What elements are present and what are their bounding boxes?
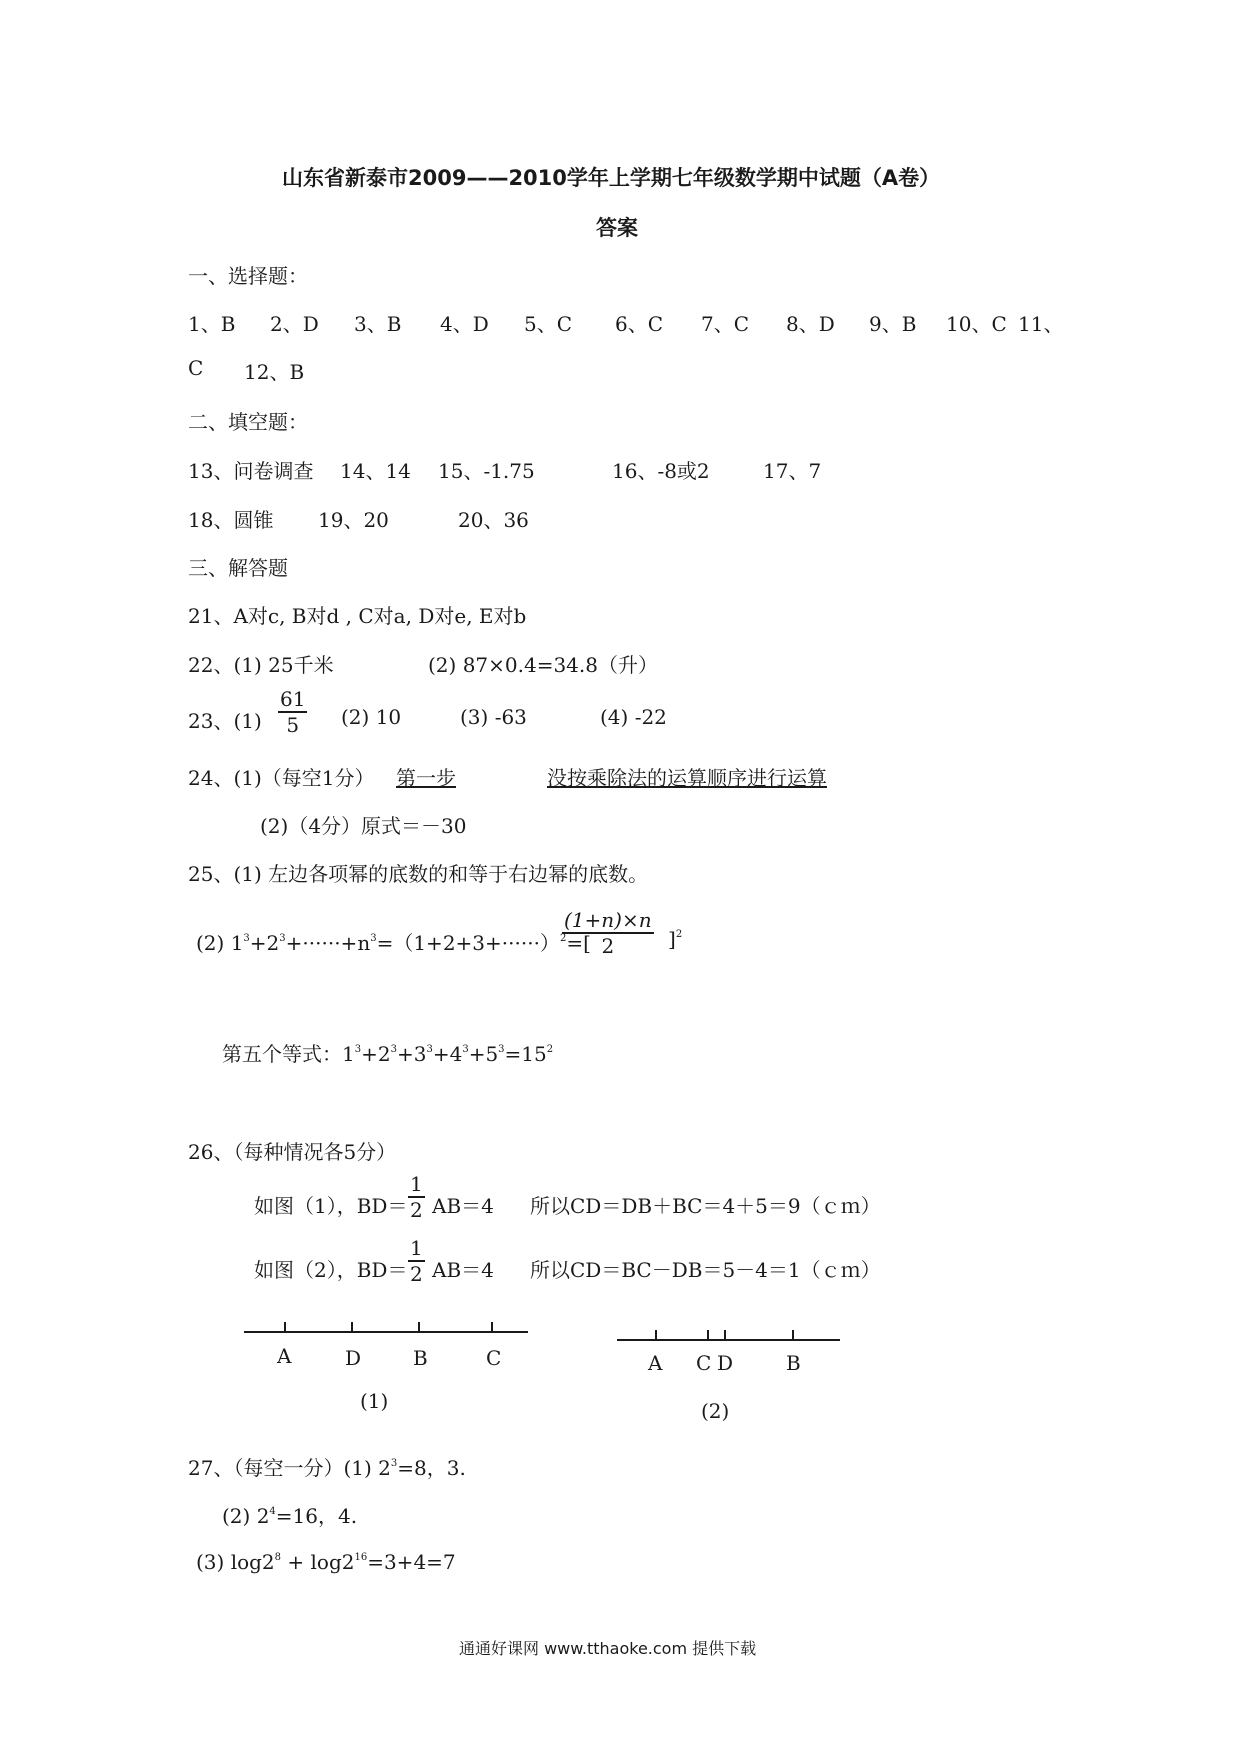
q26-case1-fraction: $\frac{1}{2}$ bbox=[410, 1172, 423, 1222]
choice-answer: 2、D bbox=[270, 312, 319, 336]
q26-case2-fraction: $\frac{1}{2}$ bbox=[410, 1236, 423, 1286]
figure-1-point-label: D bbox=[345, 1346, 362, 1370]
q25-part2-formula: (2) $1^3+2^3+\cdot\cdot\cdot\cdot\cdot\cdot+n^3=(1+2+3+\cdot\cdot\cdot\cdot\cdot\cdot)^2=$[ bbox=[196, 931, 591, 955]
q24-prefix: 24、(1)（每空1分） bbox=[188, 766, 375, 790]
q26-heading: 26、（每种情况各5分） bbox=[188, 1140, 397, 1164]
choice-answer: 5、C bbox=[524, 312, 573, 336]
fill-answer: 16、-8或2 bbox=[612, 459, 710, 483]
q25-fifth-equation: 第五个等式：$1^3+2^3+3^3+4^3+5^3=15^2$ bbox=[222, 1042, 554, 1066]
q21-answer: 21、A对c, B对d , C对a, D对e, E对b bbox=[188, 604, 527, 628]
q23-fraction-numerator: 61 bbox=[280, 687, 306, 711]
q23-prefix: 23、(1) bbox=[188, 709, 262, 733]
q26-case1-result: 所以CD＝DB＋BC＝4＋5＝9（ｃｍ） bbox=[530, 1194, 881, 1218]
fill-answer: 13、问卷调查 bbox=[188, 459, 314, 483]
fill-answer: 17、7 bbox=[763, 459, 822, 483]
figure-1-point-label: C bbox=[486, 1346, 502, 1370]
page-title: 山东省新泰市2009——2010学年上学期七年级数学期中试题（A卷） bbox=[282, 166, 941, 190]
figure-1-point-label: B bbox=[413, 1346, 428, 1370]
fill-answer: 19、20 bbox=[318, 508, 389, 532]
q22-part2: (2) 87×0.4=34.8（升） bbox=[428, 653, 658, 677]
figure-1-point-label: A bbox=[277, 1344, 292, 1368]
figure-2-point-label: D bbox=[717, 1351, 734, 1375]
q25-fraction-numerator: (1+n)×n bbox=[564, 908, 652, 932]
q22-part1: 22、(1) 25千米 bbox=[188, 653, 334, 677]
fill-answer: 18、圆锥 bbox=[188, 508, 274, 532]
q25-fraction-denominator: 2 bbox=[601, 934, 615, 958]
figure-2-caption: (2) bbox=[701, 1399, 730, 1423]
choice-answer: 12、B bbox=[244, 360, 305, 384]
figure-2 bbox=[617, 1330, 840, 1423]
figure-2-point-label: B bbox=[786, 1351, 801, 1375]
figure-2-point-label: A bbox=[648, 1351, 663, 1375]
choice-answer: 3、B bbox=[354, 312, 402, 336]
q26-case1-suffix: AB＝4 bbox=[432, 1194, 494, 1218]
choice-answer: 9、B bbox=[869, 312, 917, 336]
section-choice-heading: 一、选择题： bbox=[188, 264, 308, 288]
q26-case1-prefix: 如图（1），BD＝ bbox=[254, 1194, 408, 1218]
q23-part2: (2) 10 bbox=[341, 705, 402, 729]
fill-answer: 15、-1.75 bbox=[438, 459, 535, 483]
q24-part2: (2)（4分）原式＝－30 bbox=[260, 814, 467, 838]
choice-answer: 7、C bbox=[701, 312, 750, 336]
page-footer: 通通好课网 www.tthaoke.com 提供下载 bbox=[459, 1639, 757, 1658]
q27-part1: 27、（每空一分）(1) $2^3=8$，3. bbox=[188, 1456, 466, 1480]
q24-blank1: 第一步 bbox=[396, 766, 456, 790]
q23-part3: (3) -63 bbox=[460, 705, 527, 729]
figure-2-point-label: C bbox=[696, 1351, 712, 1375]
figure-1 bbox=[244, 1322, 528, 1413]
q27-part2: (2) $2^4=16$，4. bbox=[222, 1504, 358, 1528]
q25-part1: 25、(1) 左边各项幂的底数的和等于右边幂的底数。 bbox=[188, 862, 649, 886]
fill-answer: 14、14 bbox=[340, 459, 411, 483]
choice-answer: C bbox=[188, 356, 204, 380]
figure-1-caption: (1) bbox=[360, 1389, 389, 1413]
q27-part3: (3) $\log 2^8 + \log 2^{16}=3+4=7$ bbox=[196, 1550, 456, 1574]
choice-answer: 8、D bbox=[786, 312, 835, 336]
choice-answer: 11、 bbox=[1018, 312, 1064, 336]
page-subtitle: 答案 bbox=[596, 216, 638, 240]
choice-answer: 6、C bbox=[615, 312, 664, 336]
q26-case2-result: 所以CD＝BC－DB＝5－4＝1（ｃｍ） bbox=[530, 1258, 881, 1282]
choice-answer: 10、C bbox=[946, 312, 1007, 336]
fill-answer: 20、36 bbox=[458, 508, 529, 532]
choice-answer: 4、D bbox=[440, 312, 489, 336]
q23-part4: (4) -22 bbox=[600, 705, 667, 729]
section-fill-heading: 二、填空题： bbox=[188, 410, 308, 434]
q25-formula-end: ]$^2$ bbox=[668, 927, 683, 951]
section-solve-heading: 三、解答题 bbox=[188, 556, 288, 580]
q24-blank2: 没按乘除法的运算顺序进行运算 bbox=[547, 766, 827, 790]
q23-fraction-denominator: 5 bbox=[286, 713, 300, 737]
choice-answer: 1、B bbox=[188, 312, 236, 336]
q26-case2-prefix: 如图（2），BD＝ bbox=[254, 1258, 408, 1282]
q26-case2-suffix: AB＝4 bbox=[432, 1258, 494, 1282]
